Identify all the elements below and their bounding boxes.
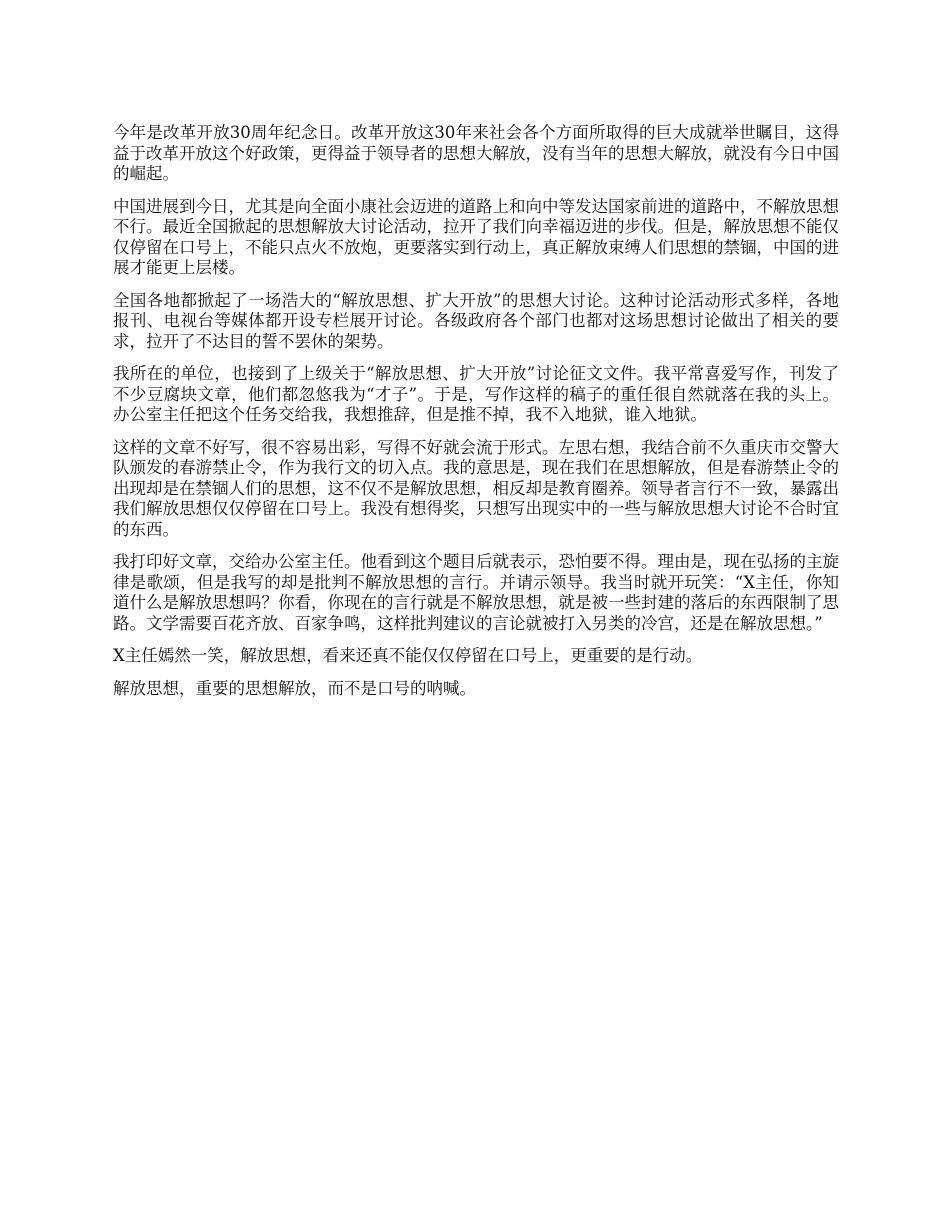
- document-body: [113, 123, 839, 711]
- paragraph-4: 我所在的单位，也接到了上级关于“解放思想、扩大开放”讨论征文文件。我平常喜爱写作，刊发了不少豆腐块文章，他们都忽悠我为“才子”。于是，写作这样的稿子的重任很自然就落在我的头上。办公室主任把这个任务交给我，我想推辞，但是推不掉，我不入地狱，谁入地狱。: [113, 364, 839, 424]
- paragraph-1: 今年是改革开放30周年纪念日。改革开放这30年来社会各个方面所取得的巨大成就举世瞩目，这得益于改革开放这个好政策，更得益于领导者的思想大解放，没有当年的思想大解放，就没有今日中国的崛起。: [113, 123, 839, 183]
- paragraph-2: 中国进展到今日，尤其是向全面小康社会迈进的道路上和向中等发达国家前进的道路中，不解放思想不行。最近全国掀起的思想解放大讨论活动，拉开了我们向幸福迈进的步伐。但是，解放思想不能仅仅停留在口号上，不能只点火不放炮，更要落实到行动上，真正解放束缚人们思想的禁锢，中国的进展才能更上层楼。: [113, 196, 839, 277]
- paragraph-6: 我打印好文章，交给办公室主任。他看到这个题目后就表示，恐怕要不得。理由是，现在弘扬的主旋律是歌颂，但是我写的却是批判不解放思想的言行。并请示领导。我当时就开玩笑：“X主任，你知道什么是解放思想吗？你看，你现在的言行就是不解放思想，就是被一些封建的落后的东西限制了思路。文学需要百花齐放、百家争鸣，这样批判建议的言论就被打入另类的冷宫，还是在解放思想。”: [113, 552, 839, 633]
- paragraph-7: X主任嫣然一笑，解放思想，看来还真不能仅仅停留在口号上，更重要的是行动。: [113, 646, 703, 665]
- paragraph-8: 解放思想，重要的思想解放，而不是口号的呐喊。: [113, 678, 476, 698]
- paragraph-5: 这样的文章不好写，很不容易出彩，写得不好就会流于形式。左思右想，我结合前不久重庆市交警大队颁发的春游禁止令，作为我行文的切入点。我的意思是，现在我们在思想解放，但是春游禁止令的出现却是在禁锢人们的思想，这不仅不是解放思想，相反却是教育圈养。领导者言行不一致，暴露出我们解放思想仅仅停留在口号上。我没有想得奖，只想写出现实中的一些与解放思想大讨论不合时宜的东西。: [113, 437, 839, 539]
- paragraph-3: 全国各地都掀起了一场浩大的“解放思想、扩大开放”的思想大讨论。这种讨论活动形式多样，各地报刊、电视台等媒体都开设专栏展开讨论。各级政府各个部门也都对这场思想讨论做出了相关的要求，拉开了不达目的誓不罢休的架势。: [113, 290, 839, 351]
